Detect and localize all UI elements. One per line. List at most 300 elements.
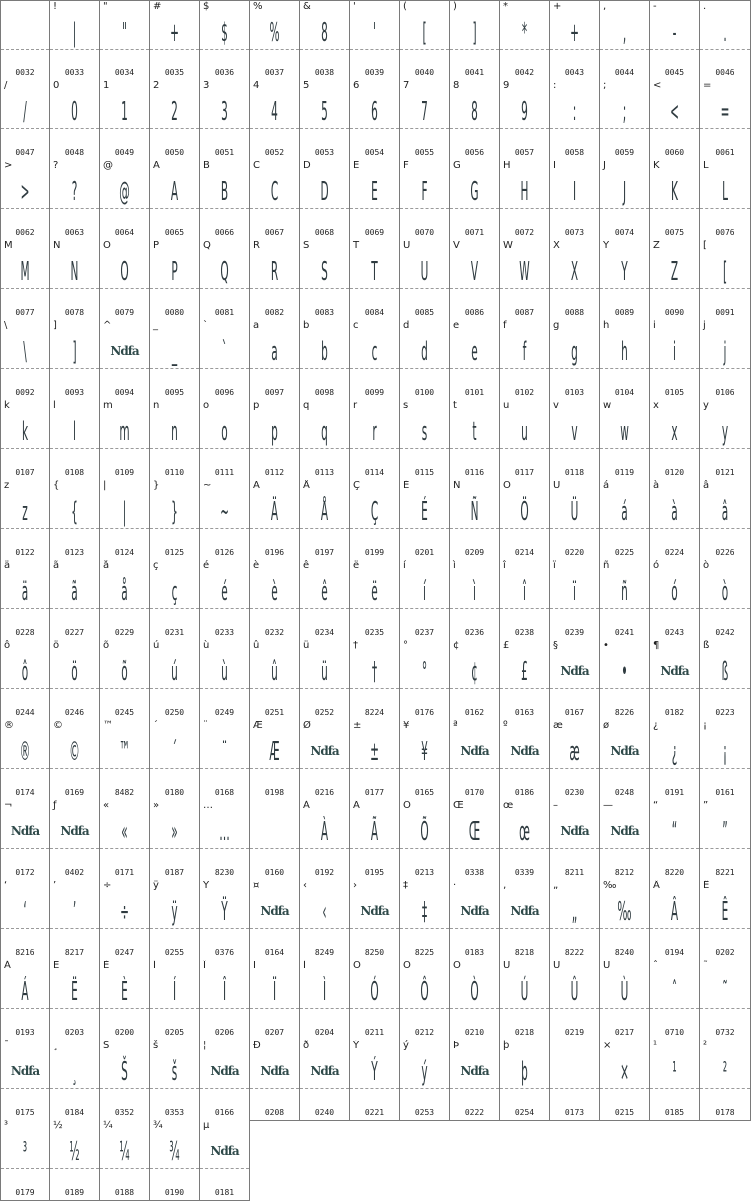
char-code: 0225	[614, 548, 635, 557]
glyph-sample: œ	[519, 817, 530, 847]
char-code: 0071	[464, 228, 485, 237]
glyph-label: )	[453, 1, 457, 12]
glyph-label: >	[4, 160, 13, 171]
glyph-sample: »	[171, 817, 178, 847]
char-code: 0046	[715, 68, 735, 77]
glyph-sample: Q	[220, 257, 229, 287]
glyph-label: ®	[4, 720, 14, 731]
char-code: 0096	[214, 388, 235, 397]
char-code: 0221	[364, 1108, 385, 1117]
char-code: 0166	[214, 1108, 235, 1117]
glyph-label: }	[153, 480, 160, 491]
glyph-cell	[350, 320, 400, 401]
glyph-cell	[50, 400, 100, 481]
glyph-cell	[600, 560, 650, 641]
glyph-label: †	[353, 640, 358, 651]
glyph-cell	[200, 80, 250, 161]
glyph-cell	[400, 400, 450, 481]
char-code: 0065	[164, 228, 185, 237]
glyph-label: ¢	[453, 640, 460, 651]
char-code: 0054	[364, 148, 385, 157]
glyph-label: À	[303, 800, 310, 811]
glyph-sample: C	[270, 177, 279, 207]
glyph-label: @	[103, 160, 113, 171]
glyph-label: •	[603, 640, 609, 651]
glyph-label: ±	[353, 720, 362, 731]
missing-glyph-logo: Ndfa	[10, 824, 40, 838]
glyph-label: c	[353, 320, 359, 331]
glyph-cell	[400, 320, 450, 401]
glyph-cell	[250, 160, 300, 241]
glyph-sample: ç	[171, 577, 178, 607]
glyph-cell	[300, 720, 350, 801]
glyph-cell	[250, 960, 300, 1041]
glyph-cell	[100, 320, 150, 401]
glyph-sample: x	[671, 417, 678, 447]
glyph-label: ×	[603, 1040, 612, 1051]
glyph-label: Â	[653, 880, 660, 891]
glyph-cell	[100, 800, 150, 881]
glyph-cell	[450, 960, 500, 1041]
char-code: 0240	[314, 1108, 335, 1117]
glyph-cell	[550, 640, 600, 721]
glyph-label: ë	[353, 560, 360, 571]
glyph-label: “	[653, 800, 659, 811]
char-code: 0189	[64, 1188, 85, 1197]
glyph-cell	[150, 0, 200, 81]
glyph-cell	[0, 720, 50, 801]
glyph-cell	[400, 480, 450, 561]
glyph-label: ‹	[303, 880, 307, 891]
glyph-sample: T	[371, 257, 378, 287]
glyph-label: »	[153, 800, 160, 811]
glyph-label: Ð	[253, 1040, 261, 1051]
char-code: 0196	[264, 548, 285, 557]
glyph-label: _	[153, 320, 158, 331]
char-code: 0187	[164, 868, 185, 877]
glyph-label: ¤	[253, 880, 260, 891]
glyph-label: Ï	[253, 960, 256, 971]
glyph-label: 8	[453, 80, 460, 91]
char-code: 0194	[664, 948, 685, 957]
baseline-guide	[600, 848, 649, 849]
glyph-cell	[400, 800, 450, 881]
glyph-sample: Ç	[370, 497, 379, 527]
glyph-cell	[200, 320, 250, 401]
glyph-sample: 5	[321, 97, 328, 127]
glyph-sample: i	[673, 337, 676, 367]
char-code: 0223	[715, 708, 735, 717]
char-code: 0034	[114, 68, 135, 77]
glyph-label: Ë	[53, 960, 60, 971]
glyph-cell	[300, 800, 350, 881]
glyph-label: ô	[4, 640, 11, 651]
char-code: 0251	[264, 708, 285, 717]
missing-glyph-logo: Ndfa	[260, 1064, 289, 1078]
glyph-cell	[550, 960, 600, 1041]
char-code: 0198	[264, 788, 285, 797]
glyph-cell	[500, 160, 550, 241]
glyph-sample: S	[321, 257, 328, 287]
char-code: 0246	[64, 708, 85, 717]
char-code: 0052	[264, 148, 285, 157]
char-code: 0032	[15, 68, 35, 77]
glyph-sample: Ù	[620, 977, 629, 1007]
char-code: 0208	[264, 1108, 285, 1117]
char-code: 0202	[715, 948, 735, 957]
glyph-label: ó	[653, 560, 660, 571]
char-code: 8216	[15, 948, 35, 957]
glyph-sample: p	[271, 417, 278, 447]
glyph-cell	[650, 800, 700, 881]
glyph-sample: _	[171, 337, 178, 367]
glyph-label: b	[303, 320, 310, 331]
glyph-label: ›	[353, 880, 357, 891]
glyph-sample: j	[723, 337, 727, 367]
glyph-cell	[600, 720, 650, 801]
glyph-cell	[0, 1120, 50, 1201]
char-code: 0048	[64, 148, 85, 157]
glyph-cell	[100, 880, 150, 961]
glyph-cell	[100, 400, 150, 481]
char-code: 0214	[514, 548, 535, 557]
char-code: 0243	[664, 628, 685, 637]
glyph-label: ¼	[103, 1120, 113, 1131]
char-code: 8211	[564, 868, 585, 877]
glyph-sample: Ú	[520, 977, 529, 1007]
glyph-sample: }	[171, 497, 178, 527]
glyph-label: y	[703, 400, 709, 411]
glyph-sample: E	[371, 177, 378, 207]
glyph-cell	[550, 320, 600, 401]
glyph-cell	[450, 640, 500, 721]
char-code: 0206	[214, 1028, 235, 1037]
char-code: 0227	[64, 628, 85, 637]
glyph-cell	[300, 240, 350, 321]
char-code: 0059	[614, 148, 635, 157]
glyph-sample: $	[221, 18, 228, 48]
glyph-cell	[250, 640, 300, 721]
char-code: 0178	[715, 1108, 735, 1117]
glyph-label: g	[553, 320, 560, 331]
char-code: 0197	[314, 548, 335, 557]
glyph-label: Å	[303, 480, 310, 491]
char-code: 0203	[64, 1028, 85, 1037]
char-code: 0160	[264, 868, 285, 877]
missing-glyph-logo: Ndfa	[560, 824, 589, 838]
glyph-sample: ó	[671, 577, 678, 607]
glyph-cell	[150, 720, 200, 801]
glyph-sample: F	[421, 177, 428, 207]
glyph-label: ¨	[203, 720, 208, 731]
glyph-label: 0	[53, 80, 60, 91]
glyph-label: K	[653, 160, 660, 171]
glyph-cell	[450, 480, 500, 561]
baseline-guide	[450, 928, 499, 929]
glyph-cell	[250, 720, 300, 801]
glyph-label: Ô	[403, 960, 411, 971]
glyph-cell	[250, 880, 300, 961]
glyph-cell	[200, 480, 250, 561]
missing-glyph-logo: Ndfa	[60, 824, 89, 838]
glyph-sample: |	[122, 497, 127, 527]
char-code: 0162	[464, 708, 485, 717]
glyph-label: ©	[53, 720, 63, 731]
char-code: 0107	[15, 468, 35, 477]
glyph-cell	[150, 480, 200, 561]
glyph-sample: ©	[69, 737, 80, 767]
char-code: 0114	[364, 468, 385, 477]
char-code: 8212	[614, 868, 635, 877]
glyph-sample: Ï	[272, 977, 277, 1007]
glyph-label: 6	[353, 80, 360, 91]
glyph-cell	[200, 0, 250, 81]
glyph-cell	[300, 1040, 350, 1121]
glyph-sample: È	[121, 977, 128, 1007]
char-code: 0215	[614, 1108, 635, 1117]
missing-glyph-logo: Ndfa	[310, 744, 339, 758]
glyph-label: [	[703, 240, 707, 251]
baseline-guide	[50, 848, 99, 849]
char-code: 0063	[64, 228, 85, 237]
glyph-cell	[150, 640, 200, 721]
glyph-cell	[700, 640, 751, 721]
glyph-cell	[350, 960, 400, 1041]
glyph-label: x	[653, 400, 659, 411]
glyph-label: M	[4, 240, 13, 251]
glyph-cell	[500, 480, 550, 561]
char-code: 0120	[664, 468, 685, 477]
glyph-label: 7	[403, 80, 410, 91]
glyph-cell	[700, 320, 751, 401]
char-code: 8224	[364, 708, 385, 717]
glyph-sample: Ü	[570, 497, 579, 527]
glyph-cell	[300, 400, 350, 481]
char-code: 0183	[464, 948, 485, 957]
char-code: 0098	[314, 388, 335, 397]
glyph-cell	[600, 400, 650, 481]
char-code: 0045	[664, 68, 685, 77]
glyph-label: ä	[4, 560, 11, 571]
glyph-cell	[100, 80, 150, 161]
char-code: 0247	[114, 948, 135, 957]
char-code: 0710	[664, 1028, 685, 1037]
glyph-sample: à	[671, 497, 678, 527]
glyph-sample: 9	[521, 97, 528, 127]
glyph-cell	[650, 240, 700, 321]
glyph-cell	[300, 480, 350, 561]
glyph-cell	[700, 720, 751, 801]
glyph-cell	[400, 240, 450, 321]
char-code: 0040	[414, 68, 435, 77]
glyph-label: å	[103, 560, 110, 571]
char-code: 0060	[664, 148, 685, 157]
glyph-sample: Å	[320, 497, 329, 527]
char-code: 0083	[314, 308, 335, 317]
char-code: 0103	[564, 388, 585, 397]
glyph-label: —	[603, 800, 613, 811]
glyph-label: ý	[403, 1040, 409, 1051]
missing-glyph-logo: Ndfa	[110, 344, 139, 358]
char-code: 0253	[414, 1108, 435, 1117]
glyph-cell	[650, 640, 700, 721]
glyph-label: ?	[53, 160, 59, 171]
glyph-sample: ¨	[221, 737, 228, 767]
char-code: 0033	[64, 68, 85, 77]
glyph-label: Í	[153, 960, 156, 971]
char-code: 8217	[64, 948, 85, 957]
glyph-cell	[700, 960, 751, 1041]
glyph-label: ¦	[203, 1040, 207, 1051]
glyph-sample: Á	[21, 977, 29, 1007]
glyph-label: A	[153, 160, 160, 171]
char-code: 8240	[614, 948, 635, 957]
glyph-cell	[100, 1040, 150, 1121]
glyph-label: r	[353, 400, 358, 411]
char-code: 0102	[514, 388, 535, 397]
char-code: 0181	[214, 1188, 235, 1197]
glyph-label: j	[703, 320, 706, 331]
glyph-cell	[250, 400, 300, 481]
glyph-cell	[450, 80, 500, 161]
char-code: 0092	[15, 388, 35, 397]
glyph-label: ²	[703, 1040, 708, 1051]
glyph-sample: ´	[171, 737, 178, 767]
glyph-sample: ,	[622, 18, 627, 48]
glyph-label: ‚	[503, 880, 507, 891]
glyph-cell	[0, 880, 50, 961]
glyph-label: Ù	[603, 960, 611, 971]
glyph-sample: <	[670, 97, 679, 127]
glyph-label: ú	[153, 640, 160, 651]
glyph-sample: æ	[569, 737, 580, 767]
char-code: 0168	[214, 788, 235, 797]
baseline-guide	[250, 1088, 299, 1089]
char-code: 8221	[715, 868, 735, 877]
glyph-label: ˜	[703, 960, 708, 971]
glyph-cell	[550, 80, 600, 161]
char-code: 0108	[64, 468, 85, 477]
char-code: 0191	[664, 788, 685, 797]
glyph-sample: l	[73, 417, 76, 447]
glyph-sample: ˜	[722, 977, 728, 1007]
glyph-cell	[300, 960, 350, 1041]
glyph-cell	[0, 160, 50, 241]
glyph-sample: ”	[722, 817, 728, 847]
glyph-cell	[600, 160, 650, 241]
glyph-sample: r	[372, 417, 377, 447]
char-code: 8218	[514, 948, 535, 957]
glyph-sample: I	[572, 177, 577, 207]
char-code: 0122	[15, 548, 35, 557]
baseline-guide	[550, 688, 599, 689]
char-code: 8222	[564, 948, 585, 957]
glyph-cell	[700, 880, 751, 961]
glyph-label: C	[253, 160, 260, 171]
glyph-label: è	[253, 560, 260, 571]
glyph-sample: ™	[119, 737, 130, 767]
glyph-label: t	[453, 400, 457, 411]
char-code: 0230	[564, 788, 585, 797]
glyph-cell	[350, 240, 400, 321]
glyph-label: Q	[203, 240, 211, 251]
glyph-sample: é	[221, 577, 228, 607]
char-code: 0250	[164, 708, 185, 717]
glyph-label: ¶	[653, 640, 660, 651]
glyph-label: ö	[53, 640, 60, 651]
glyph-label: a	[253, 320, 260, 331]
glyph-label: Z	[653, 240, 660, 251]
glyph-cell	[500, 720, 550, 801]
glyph-sample: Â	[670, 897, 679, 927]
glyph-sample: u	[521, 417, 528, 447]
glyph-label: U	[403, 240, 411, 251]
char-code: 0219	[564, 1028, 585, 1037]
glyph-sample: ®	[19, 737, 31, 767]
glyph-sample: “	[671, 817, 678, 847]
glyph-sample: f	[522, 337, 527, 367]
missing-glyph-logo: Ndfa	[260, 904, 289, 918]
glyph-cell	[50, 880, 100, 961]
char-code: 0044	[614, 68, 635, 77]
glyph-sample: Î	[222, 977, 227, 1007]
glyph-label: Î	[203, 960, 206, 971]
glyph-cell	[450, 880, 500, 961]
char-code: 0038	[314, 68, 335, 77]
glyph-cell	[200, 640, 250, 721]
glyph-label: Ö	[503, 480, 511, 491]
char-code: 0199	[364, 548, 385, 557]
char-code: 0080	[164, 308, 185, 317]
glyph-label: º	[503, 720, 508, 731]
glyph-sample: Y	[621, 257, 628, 287]
glyph-sample: Ö	[520, 497, 529, 527]
missing-glyph-logo: Ndfa	[360, 904, 389, 918]
char-code: 0109	[114, 468, 135, 477]
glyph-label: Á	[4, 960, 11, 971]
glyph-cell	[300, 880, 350, 961]
glyph-sample: ì	[473, 577, 476, 607]
glyph-cell	[150, 1120, 200, 1201]
char-code: 0088	[564, 308, 585, 317]
glyph-sample: å	[121, 577, 128, 607]
glyph-sample: „	[571, 897, 578, 927]
glyph-label: ¾	[153, 1120, 163, 1131]
glyph-cell	[500, 560, 550, 641]
glyph-sample: o	[221, 417, 228, 447]
glyph-cell	[300, 320, 350, 401]
char-code: 0053	[314, 148, 335, 157]
glyph-label: H	[503, 160, 511, 171]
glyph-cell	[0, 240, 50, 321]
glyph-label: á	[603, 480, 610, 491]
glyph-label: `	[203, 320, 208, 331]
glyph-sample: þ	[521, 1057, 528, 1087]
glyph-label: *	[503, 1, 508, 12]
glyph-sample: ¹	[672, 1057, 677, 1087]
glyph-label: {	[53, 480, 60, 491]
glyph-label: ê	[303, 560, 310, 571]
char-code: 0081	[214, 308, 235, 317]
char-code: 0233	[214, 628, 235, 637]
glyph-cell	[550, 0, 600, 81]
glyph-cell	[600, 960, 650, 1041]
glyph-label: õ	[103, 640, 110, 651]
char-code: 0057	[514, 148, 535, 157]
glyph-label: §	[553, 640, 558, 651]
char-code: 0201	[414, 548, 435, 557]
char-code: 0173	[564, 1108, 585, 1117]
